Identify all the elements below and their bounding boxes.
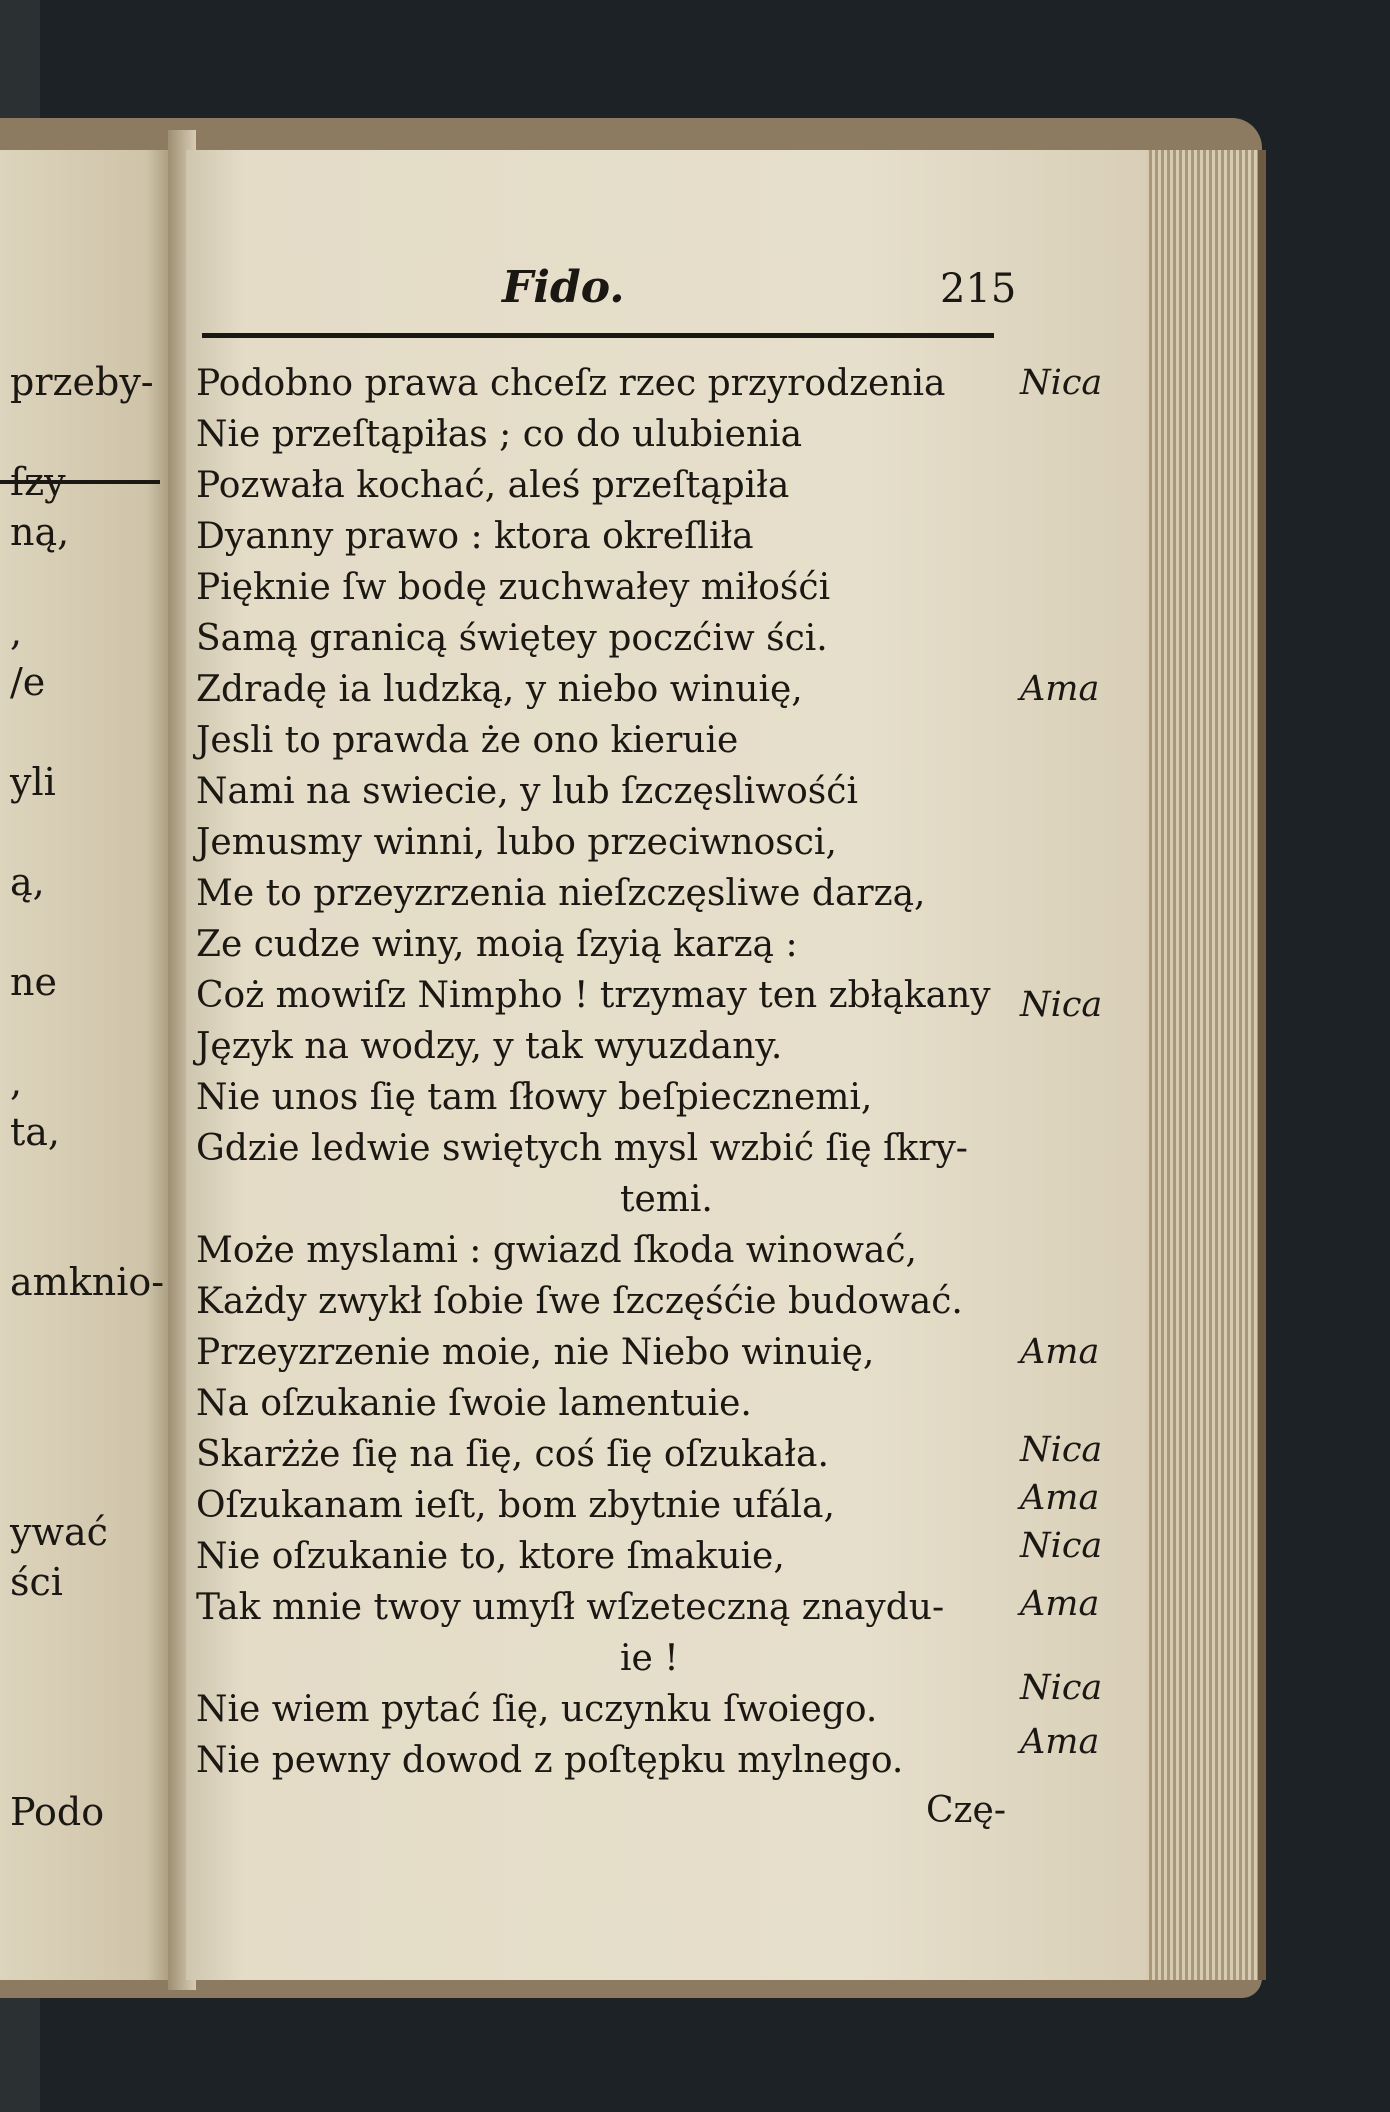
speaker-label: Nica (1020, 985, 1103, 1025)
verse-line: Nie pewny dowod z poſtępku mylnego. (196, 1740, 904, 1781)
verse-line: Tak mnie twoy umyſł wſzeteczną znaydu- (196, 1587, 945, 1628)
speaker-label: Ama (1020, 1584, 1100, 1624)
speaker-label: Nica (1020, 363, 1103, 403)
left-fragment: ą, (10, 860, 45, 904)
verse-line: Nami na swiecie, y lub ſzczęsliwośći (196, 771, 858, 812)
verse-line: Podobno prawa chceſz rzec przyrodzenia (196, 363, 946, 404)
verse-line: temi. (620, 1179, 713, 1220)
left-fragment: ści (10, 1560, 63, 1604)
speaker-label: Nica (1020, 1668, 1103, 1708)
verse-line: Nie wiem pytać ſię, uczynku ſwoiego. (196, 1689, 878, 1730)
verse-line: Ze cudze winy, moią ſzyią karzą : (196, 924, 798, 965)
page-edges (1140, 150, 1266, 1980)
left-fragment: ywać (10, 1510, 108, 1554)
left-fragment: ta, (10, 1110, 61, 1154)
verse-line: Może myslami : gwiazd ſkoda winować, (196, 1230, 917, 1271)
verse-line: Me to przeyzrzenia nieſzczęsliwe darzą, (196, 873, 926, 914)
verse-line: Jemusmy winni, lubo przeciwnosci, (196, 822, 837, 863)
left-fragment: ſzy (10, 460, 66, 504)
verse-line: Samą granicą świętey poczćiw ści. (196, 618, 828, 659)
verse-line: Nie oſzukanie to, ktore ſmakuie, (196, 1536, 785, 1577)
verse-line: Nie unos ſię tam ſłowy beſpiecznemi, (196, 1077, 873, 1118)
verse-line: Pięknie ſw bodę zuchwałey miłośći (196, 567, 831, 608)
verse-line: Oſzukanam ieſt, bom zbytnie ufála, (196, 1485, 835, 1526)
left-fragment: ną, (10, 510, 70, 554)
verse-line: Zdradę ia ludzką, y niebo winuię, (196, 669, 803, 710)
speaker-label: Nica (1020, 1526, 1103, 1566)
verse-line: Gdzie ledwie swiętych mysl wzbić ſię ſkry- (196, 1128, 968, 1169)
left-fragment: Podo (10, 1790, 105, 1834)
left-fragment: , (10, 1060, 23, 1104)
verse-line: Przeyzrzenie moie, nie Niebo winuię, (196, 1332, 875, 1373)
verse-line: Pozwała kochać, aleś przeſtąpiła (196, 465, 790, 506)
catchword: Czę- (926, 1790, 1006, 1831)
verse-line: Coż mowiſz Nimpho ! trzymay ten zbłąkany (196, 975, 991, 1016)
verse-line: Na oſzukanie ſwoie lamentuie. (196, 1383, 752, 1424)
left-fragment: amknio- (10, 1260, 165, 1304)
verse-line: Jesli to prawda że ono kieruie (196, 720, 739, 761)
verse-line: Skarżże ſię na ſię, coś ſię oſzukała. (196, 1434, 829, 1475)
speaker-label: Ama (1020, 1478, 1100, 1518)
speaker-label: Nica (1020, 1430, 1103, 1470)
speaker-label: Ama (1020, 669, 1100, 709)
speaker-label: Ama (1020, 1332, 1100, 1372)
page-number: 215 (940, 266, 1017, 312)
left-fragment: yli (10, 760, 56, 804)
verse-line: Dyanny prawo : ktora okreſliła (196, 516, 754, 557)
left-fragment: przeby- (10, 360, 154, 404)
left-page (0, 150, 172, 1980)
running-head: Fido. (502, 262, 625, 313)
header-rule (202, 333, 994, 338)
left-fragment: , (10, 610, 23, 654)
verse-line: Każdy zwykł ſobie ſwe ſzczęśćie budować. (196, 1281, 963, 1322)
verse-line: ie ! (620, 1638, 679, 1679)
left-fragment: /e (10, 660, 46, 704)
speaker-label: Ama (1020, 1722, 1100, 1762)
verse-line: Język na wodzy, y tak wyuzdany. (196, 1026, 783, 1067)
verse-line: Nie przeſtąpiłas ; co do ulubienia (196, 414, 803, 455)
left-fragment: ne (10, 960, 57, 1004)
